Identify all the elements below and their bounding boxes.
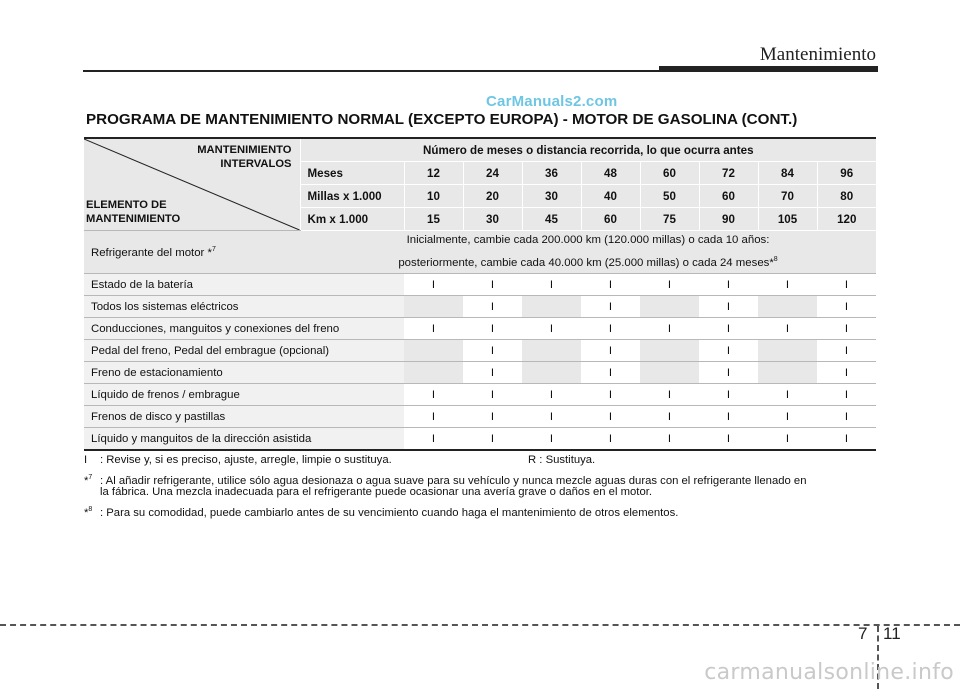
row-label: Estado de la batería	[84, 274, 404, 296]
table-row: Líquido y manguitos de la dirección asistida I I I I I I I I	[84, 428, 876, 451]
page-title: PROGRAMA DE MANTENIMIENTO NORMAL (EXCEPTO EUROPA) - MOTOR DE GASOLINA (CONT.)	[86, 111, 798, 128]
coolant-note: Inicialmente, cambie cada 200.000 km (120.000 millas) o cada 10 años: posteriormente, cambie cada 40.000 km (25.000 millas) o cada 24 meses*$^8$	[300, 231, 876, 274]
chapter-number: 7	[858, 624, 868, 643]
row-label: Freno de estacionamiento	[84, 362, 404, 384]
table-row: Pedal del freno, Pedal del embrague (opcional) I I I I	[84, 340, 876, 362]
footnote-8: *$^8$ : Para su comodidad, puede cambiarlo antes de su vencimiento cuando haga el mantenimiento de otros elementos.	[84, 506, 679, 519]
watermark[interactable]: CarManuals2.com	[486, 93, 618, 110]
row-label: Frenos de disco y pastillas	[84, 406, 404, 428]
table-row: Líquido de frenos / embrague I I I I I I I I	[84, 384, 876, 406]
header-rule-thick	[659, 66, 878, 72]
footer-rule	[0, 624, 960, 626]
row-label: Pedal del freno, Pedal del embrague (opcional)	[84, 340, 404, 362]
header-rule	[83, 70, 659, 72]
footnote-7-cont: la fábrica. Una mezcla inadecuada para el refrigerante puede ocasionar una avería grave o daños en el motor.	[100, 486, 653, 498]
table-row: Todos los sistemas eléctricos I I I I	[84, 296, 876, 318]
legend-inspect: : Revise y, si es preciso, ajuste, arregle, limpie o sustituya.	[100, 454, 392, 466]
interval-row-months: Meses 12 24 36 48 60 72 84 96	[84, 162, 876, 185]
legend-replace: R : Sustituya.	[528, 454, 596, 466]
legend-line: I : Revise y, si es preciso, ajuste, arregle, limpie o sustituya.	[84, 454, 392, 466]
site-watermark[interactable]: carmanualsonline.info	[704, 660, 954, 685]
corner-header-bottom: ELEMENTO DE MANTENIMIENTO	[86, 199, 181, 225]
table-row: Conducciones, manguitos y conexiones del freno I I I I I I I I	[84, 318, 876, 340]
page-number: 11	[883, 624, 901, 643]
row-label: Líquido de frenos / embrague	[84, 384, 404, 406]
interval-row-miles: Millas x 1.000 10 20 30 40 50 60 70 80	[84, 185, 876, 208]
table-row: Freno de estacionamiento I I I I	[84, 362, 876, 384]
row-label: Conducciones, manguitos y conexiones del freno	[84, 318, 404, 340]
table-corner	[84, 138, 300, 231]
maintenance-table	[84, 137, 876, 451]
interval-row-km: Km x 1.000 15 30 45 60 75 90 105 120	[84, 208, 876, 231]
table-row-coolant	[84, 231, 876, 274]
footnote-7: *$^7$ : Al añadir refrigerante, utilice sólo agua desionaza o agua suave para su vehículo y nunca mezcle aguas duras con el refrigerante llenado en	[84, 474, 807, 487]
interval-caption: Número de meses o distancia recorrida, lo que ocurra antes	[300, 138, 876, 162]
row-label: Refrigerante del motor *$^7$	[84, 231, 300, 274]
row-label: Todos los sistemas eléctricos	[84, 296, 404, 318]
table-row: Estado de la batería I I I I I I I I	[84, 274, 876, 296]
row-label: Líquido y manguitos de la dirección asistida	[84, 428, 404, 451]
table-row: Frenos de disco y pastillas I I I I I I I I	[84, 406, 876, 428]
corner-header-top: MANTENIMIENTO INTERVALOS	[197, 144, 292, 170]
section-title: Mantenimiento	[759, 44, 876, 65]
